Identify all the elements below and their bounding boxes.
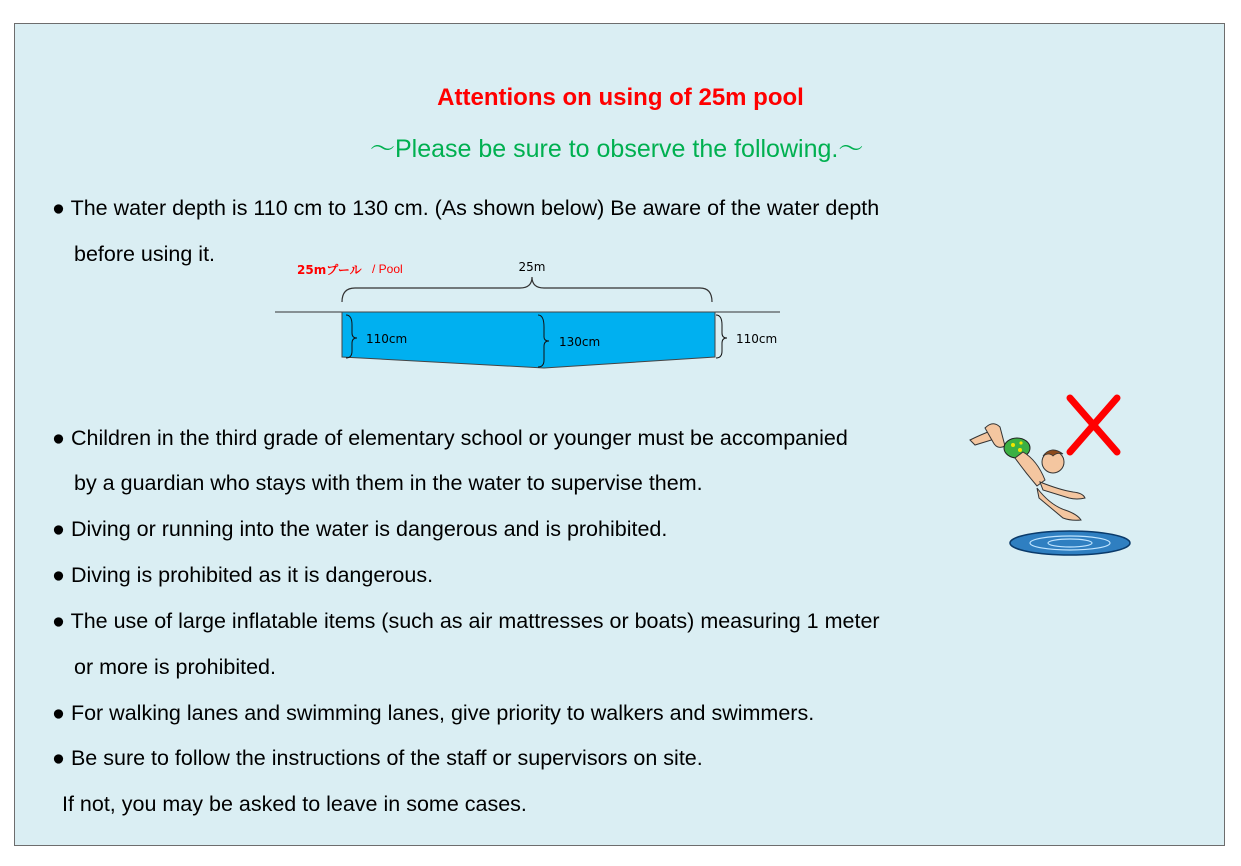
rule-line: ● Diving or running into the water is dangerous and is prohibited. bbox=[52, 517, 668, 541]
rule-line: ● Children in the third grade of elementary school or younger must be accompanied bbox=[52, 426, 848, 450]
rule-line: before using it. bbox=[74, 242, 216, 266]
rule-line: ● For walking lanes and swimming lanes, give priority to walkers and swimmers. bbox=[52, 701, 815, 725]
length-brace bbox=[342, 277, 712, 302]
no-diving-icon bbox=[965, 390, 1135, 560]
pool-depth-diagram bbox=[270, 255, 800, 380]
depth-label-left: 110cm bbox=[366, 332, 408, 346]
rule-line: by a guardian who stays with them in the water to supervise them. bbox=[74, 471, 703, 495]
rule-line: ● The use of large inflatable items (such as air mattresses or boats) measuring 1 meter bbox=[52, 609, 880, 633]
depth-brace-right bbox=[716, 315, 727, 358]
rule-line: or more is prohibited. bbox=[74, 655, 276, 679]
notice-title: Attentions on using of 25m pool bbox=[437, 84, 804, 111]
rule-line: ● Diving is prohibited as it is dangerous. bbox=[52, 563, 434, 587]
pool-label-jp: 25mプール bbox=[297, 263, 362, 277]
rule-line: ● Be sure to follow the instructions of the staff or supervisors on site. bbox=[52, 746, 703, 770]
rule-line: If not, you may be asked to leave in some cases. bbox=[62, 792, 527, 816]
rule-line: ● The water depth is 110 cm to 130 cm. (As shown below) Be aware of the water depth bbox=[52, 196, 880, 220]
pool-label-en: / Pool bbox=[372, 262, 403, 276]
notice-subtitle: ～Please be sure to observe the following.～ bbox=[370, 135, 864, 163]
depth-label-right: 110cm bbox=[736, 332, 778, 346]
water-ripple bbox=[1010, 531, 1130, 555]
length-label: 25m bbox=[518, 260, 546, 274]
depth-label-middle: 130cm bbox=[559, 335, 601, 349]
